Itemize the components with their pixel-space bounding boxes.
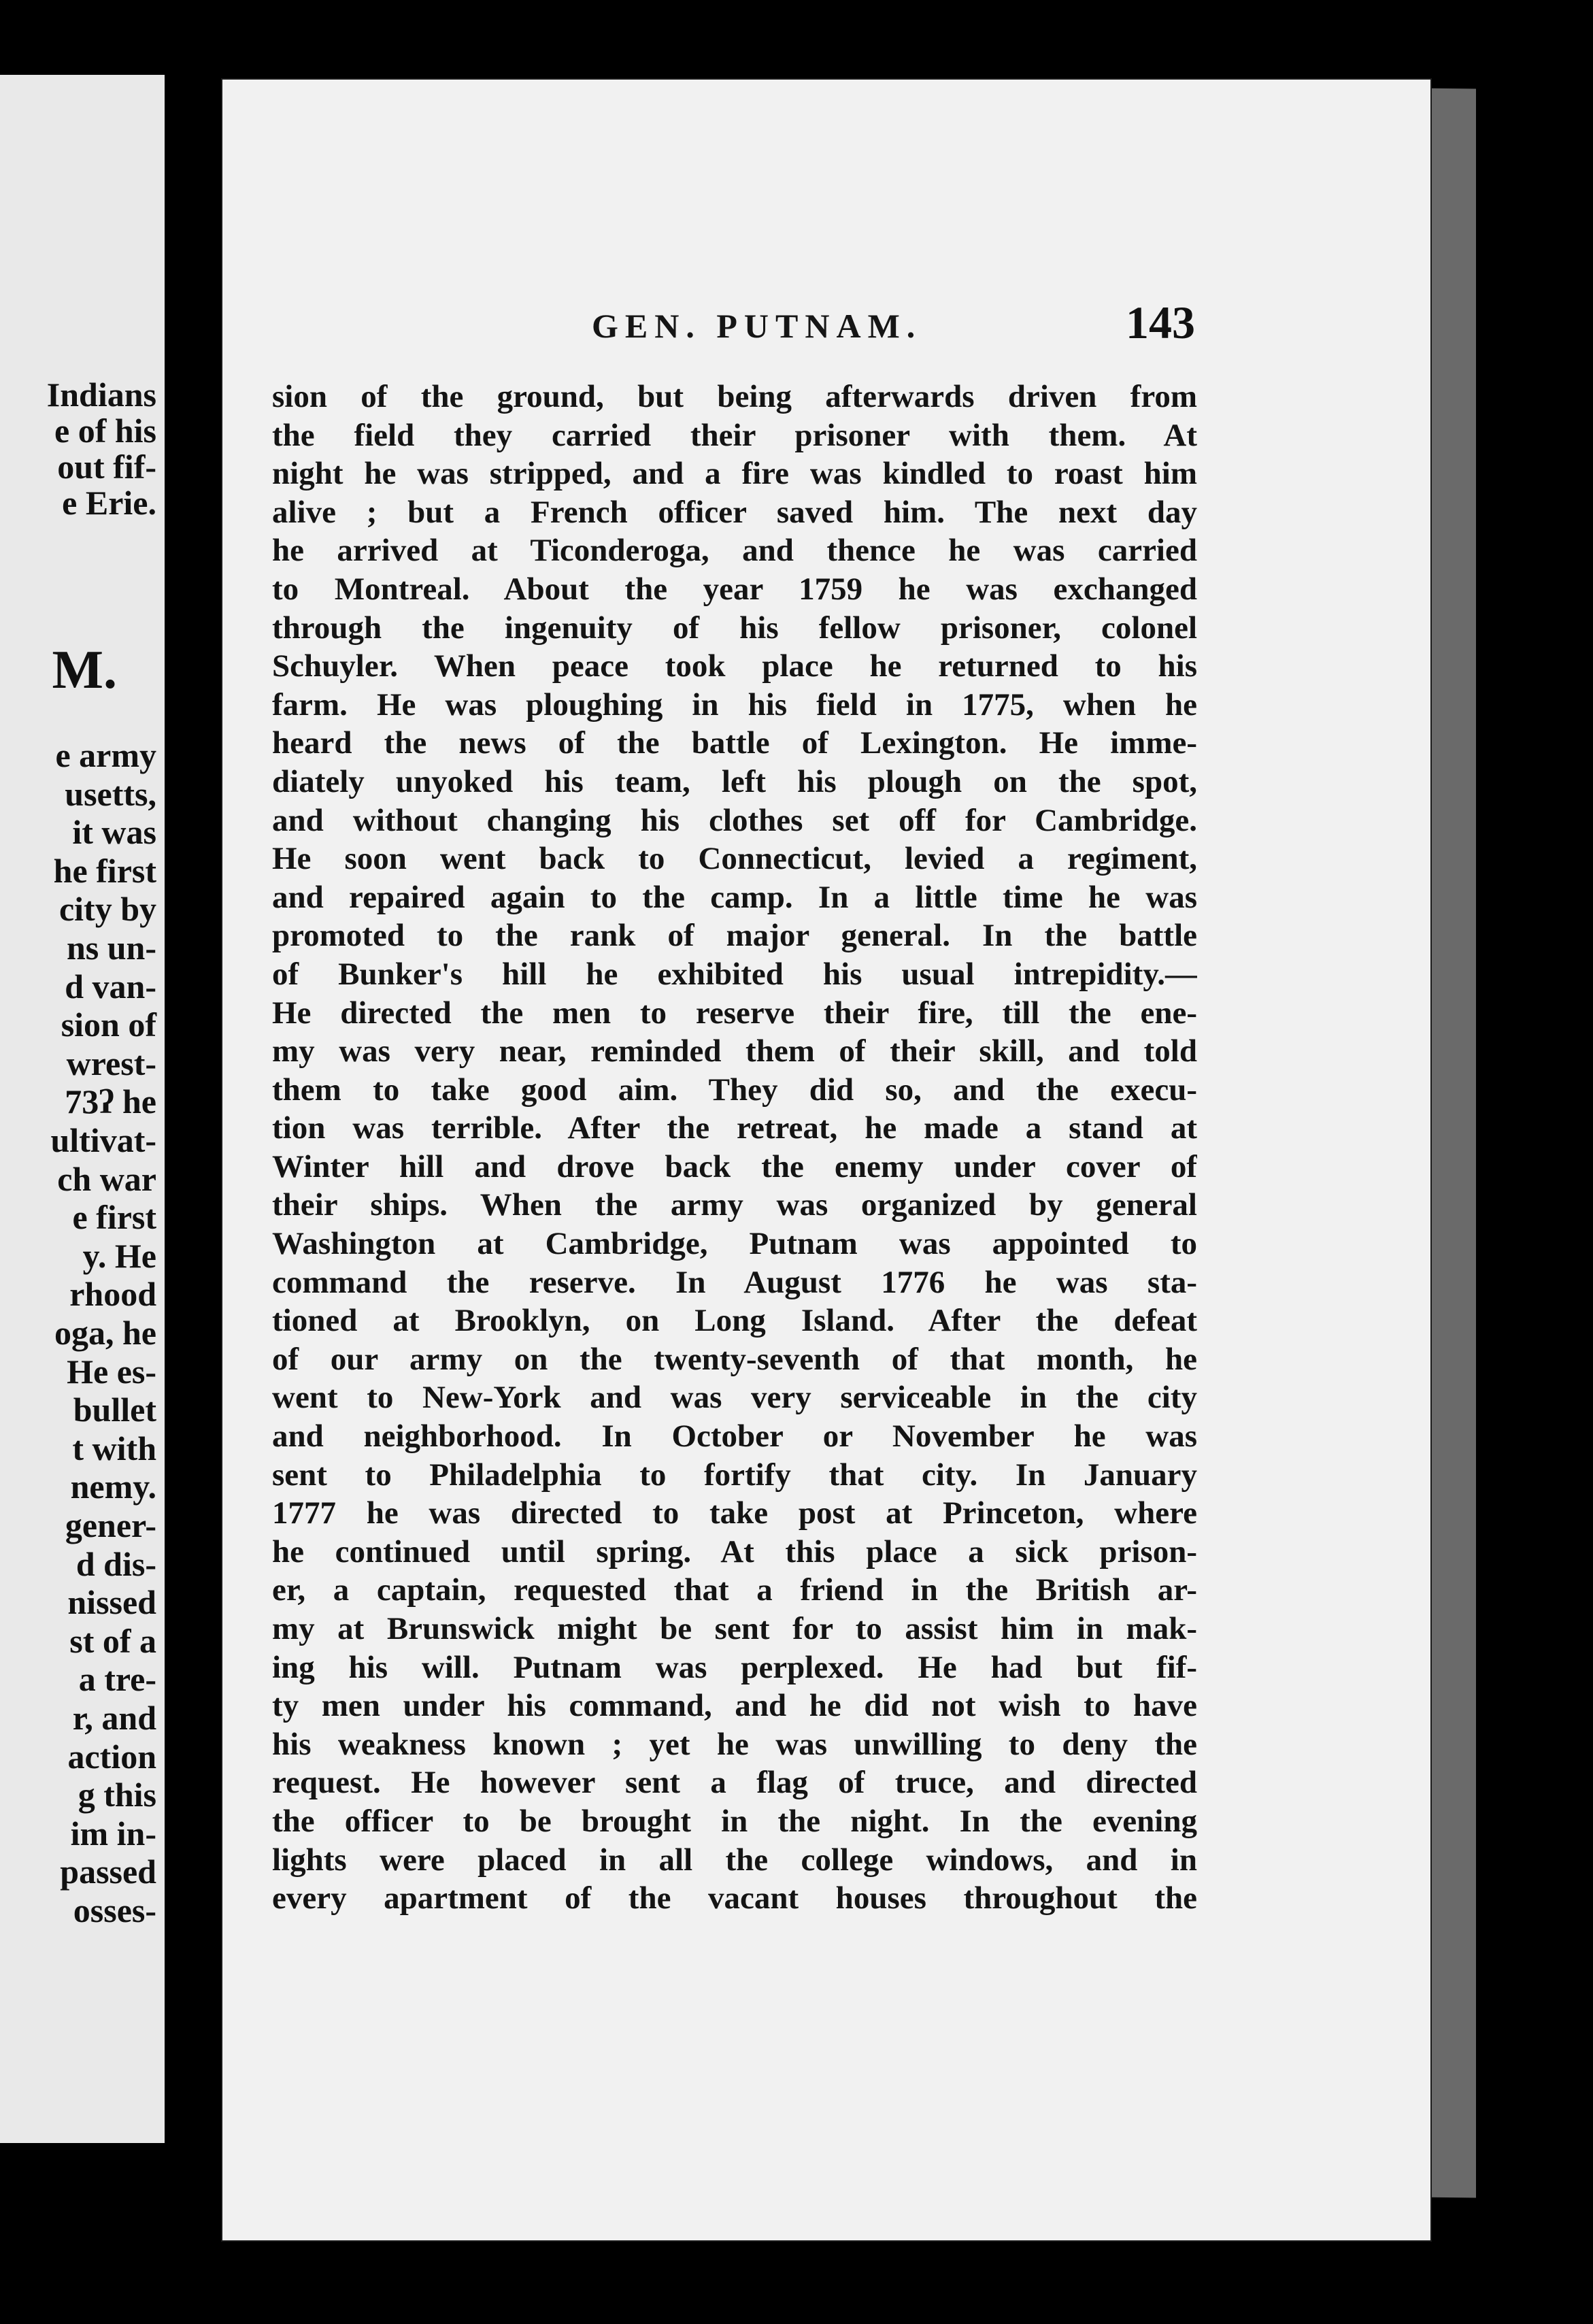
text-line: the field they carried their prisoner with them. At bbox=[272, 417, 1197, 453]
left-page-line: g this bbox=[78, 1776, 156, 1814]
left-page-line: y. He bbox=[82, 1236, 156, 1275]
left-page-line: e army bbox=[55, 736, 156, 774]
text-line: farm. He was ploughing in his field in 1775, when he bbox=[272, 686, 1197, 723]
left-page-heading: M. bbox=[52, 640, 117, 700]
left-page-line: it was bbox=[72, 813, 156, 852]
left-page-line: city by bbox=[58, 890, 156, 929]
text-line: went to New-York and was very serviceable in the city bbox=[272, 1380, 1197, 1416]
text-line: tion was terrible. After the retreat, he made a stand at bbox=[272, 1110, 1197, 1146]
text-line: diately unyoked his team, left his plough on the spot, bbox=[272, 763, 1197, 799]
text-line: he arrived at Ticonderoga, and thence he was carried bbox=[272, 533, 1197, 569]
text-line: 1777 he was directed to take post at Princeton, where bbox=[272, 1495, 1197, 1531]
text-line: He directed the men to reserve their fire, till the ene- bbox=[272, 995, 1197, 1031]
text-line: command the reserve. In August 1776 he was sta- bbox=[272, 1264, 1197, 1300]
left-facing-page bbox=[0, 75, 165, 2143]
left-page-line: nemy. bbox=[70, 1467, 156, 1506]
text-line: their ships. When the army was organized by general bbox=[272, 1187, 1197, 1223]
left-page-line: ultivat- bbox=[50, 1121, 156, 1159]
left-page-line: e Erie. bbox=[62, 484, 156, 522]
text-line: sent to Philadelphia to fortify that city. In January bbox=[272, 1457, 1197, 1493]
left-page-line: d van- bbox=[65, 967, 156, 1006]
text-line: my at Brunswick might be sent for to assist him in mak- bbox=[272, 1611, 1197, 1646]
left-page-line: st of a bbox=[69, 1621, 156, 1660]
left-page-line: 73ʔ he bbox=[65, 1082, 156, 1121]
text-line: Winter hill and drove back the enemy under cover of bbox=[272, 1148, 1197, 1184]
text-line: every apartment of the vacant houses throughout the bbox=[272, 1880, 1197, 1916]
text-line: lights were placed in all the college windows, and in bbox=[272, 1842, 1197, 1878]
left-page-line: rhood bbox=[69, 1275, 156, 1314]
text-line: and repaired again to the camp. In a little time he was bbox=[272, 879, 1197, 915]
left-page-line: sion of bbox=[61, 1006, 156, 1044]
left-page-line: action bbox=[67, 1737, 156, 1776]
left-page-line: oga, he bbox=[54, 1314, 156, 1352]
text-line: heard the news of the battle of Lexington. He imme- bbox=[272, 725, 1197, 761]
left-page-line: e of his bbox=[54, 412, 156, 450]
text-line: of Bunker's hill he exhibited his usual intrepidity.— bbox=[272, 956, 1197, 992]
left-page-line: wrest- bbox=[66, 1044, 156, 1082]
text-line: er, a captain, requested that a friend in the British ar- bbox=[272, 1572, 1197, 1608]
left-page-line: ns un- bbox=[66, 929, 156, 967]
text-line: ty men under his command, and he did not wish to have bbox=[272, 1688, 1197, 1724]
left-page-line: Indians bbox=[46, 376, 156, 414]
text-line: He soon went back to Connecticut, levied a regiment, bbox=[272, 841, 1197, 877]
running-head: GEN. PUTNAM. bbox=[592, 307, 922, 345]
text-line: tioned at Brooklyn, on Long Island. After the defeat bbox=[272, 1303, 1197, 1339]
left-page-line: t with bbox=[72, 1429, 156, 1467]
left-page-line: bullet bbox=[73, 1391, 156, 1429]
left-page-line: He es- bbox=[67, 1352, 156, 1391]
left-page-line: he first bbox=[53, 851, 156, 890]
text-line: request. He however sent a flag of truce, and directed bbox=[272, 1765, 1197, 1801]
left-page-line: im in- bbox=[70, 1814, 156, 1853]
left-page-line: osses- bbox=[73, 1891, 156, 1929]
text-line: to Montreal. About the year 1759 he was exchanged bbox=[272, 571, 1197, 607]
text-line: them to take good aim. They did so, and the execu- bbox=[272, 1072, 1197, 1108]
left-page-line: r, and bbox=[72, 1699, 156, 1737]
text-line: he continued until spring. At this place a sick prison- bbox=[272, 1533, 1197, 1570]
text-line: sion of the ground, but being afterwards driven from bbox=[272, 379, 1197, 414]
left-page-line: a tre- bbox=[78, 1660, 156, 1699]
left-page-line: out fif- bbox=[57, 448, 156, 486]
text-line: my was very near, reminded them of their skill, and told bbox=[272, 1033, 1197, 1069]
left-page-line: gener- bbox=[65, 1506, 156, 1544]
left-page-line: d dis- bbox=[76, 1544, 156, 1583]
text-line: the officer to be brought in the night. In the evening bbox=[272, 1803, 1197, 1839]
text-line: Washington at Cambridge, Putnam was appointed to bbox=[272, 1226, 1197, 1262]
page-number: 143 bbox=[1126, 297, 1195, 348]
text-line: and without changing his clothes set off for Cambridge. bbox=[272, 802, 1197, 838]
text-line: alive ; but a French officer saved him. The next day bbox=[272, 494, 1197, 530]
left-page-line: nissed bbox=[67, 1583, 156, 1622]
text-line: Schuyler. When peace took place he returned to his bbox=[272, 648, 1197, 684]
left-page-line: ch war bbox=[57, 1159, 156, 1198]
body-text bbox=[272, 378, 1197, 1918]
text-line: and neighborhood. In October or November he was bbox=[272, 1418, 1197, 1455]
text-line: ing his will. Putnam was perplexed. He had but fif- bbox=[272, 1649, 1197, 1685]
text-line: of our army on the twenty-seventh of that month, he bbox=[272, 1341, 1197, 1377]
text-line: through the ingenuity of his fellow prisoner, colonel bbox=[272, 610, 1197, 646]
text-line: his weakness known ; yet he was unwilling to deny the bbox=[272, 1726, 1197, 1762]
text-line: night he was stripped, and a fire was kindled to roast him bbox=[272, 456, 1197, 492]
left-page-line: usetts, bbox=[65, 774, 156, 813]
left-page-line: passed bbox=[60, 1853, 156, 1891]
text-line: promoted to the rank of major general. In the battle bbox=[272, 918, 1197, 954]
left-page-line: e first bbox=[72, 1198, 156, 1237]
